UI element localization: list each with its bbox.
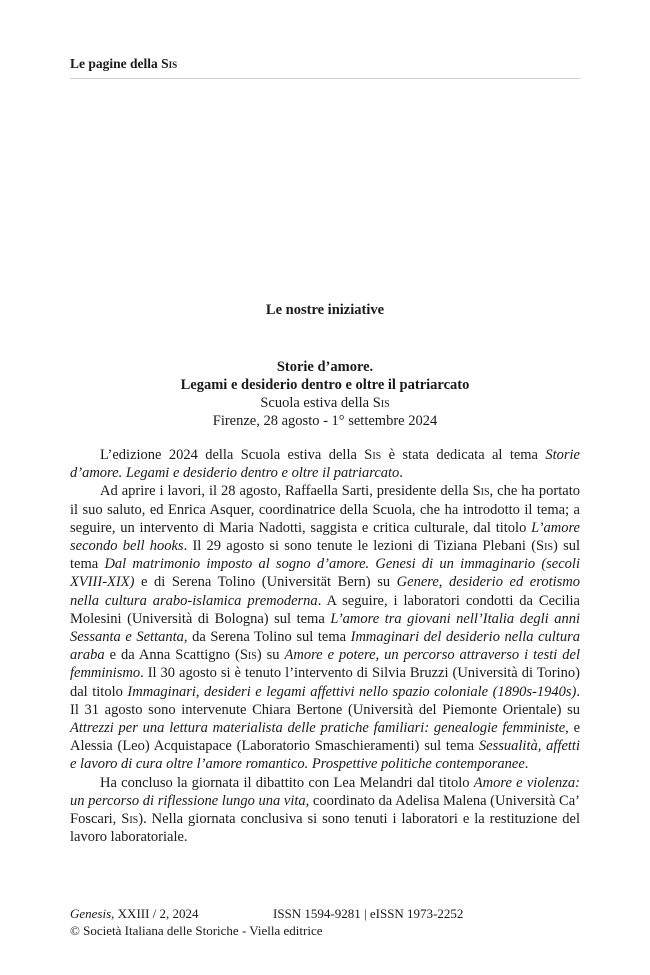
event-place-date: Firenze, 28 agosto - 1° settembre 2024 [212, 413, 438, 429]
small-caps-run: Sis [364, 447, 382, 463]
italic-run: L’amore secondo bell hooks [70, 519, 580, 555]
event-title-block [70, 358, 580, 430]
text-run: è stata dedicata al tema [381, 447, 546, 463]
text-run: . Il 31 agosto sono intervenute Chiara Bertone (Università del Piemonte Orientale) su [70, 683, 580, 718]
small-caps-run: Sis [121, 811, 139, 828]
text-run: . Il 30 agosto si è tenuto l’intervento di Silvia Bruzzi (Università di Torino) dal titolo [70, 665, 580, 700]
article-body [70, 446, 580, 846]
italic-run: Amore e violenza: un percorso di riflessione lungo una vita [70, 774, 580, 809]
italic-run: Attrezzi per una lettura materialista delle pratiche familiari: genealogie femministe [70, 720, 566, 737]
italic-run: L’amore tra giovani nell’Italia degli anni Sessanta e Settanta [70, 610, 580, 646]
italic-run: Storie d’amore. Legami e desiderio dentro e oltre il patriarcato [70, 447, 580, 482]
paragraph-2 [70, 482, 580, 773]
text-run: . [399, 465, 403, 482]
small-caps-run: Sis [239, 647, 257, 664]
text-run: , coordinato da Adelisa Malena (Università Ca’ Foscari, [70, 792, 580, 828]
section-title: Le nostre iniziative [265, 302, 385, 318]
text-run: e da Anna Scattigno ( [104, 647, 240, 664]
text-run: , e Alessia (Leo) Acquistapace (Laboratorio Smaschieramenti) sul tema [70, 720, 580, 755]
paragraph-1 [70, 446, 580, 482]
footer-row-journal [70, 905, 580, 922]
text-run: ) su [256, 647, 285, 664]
text-run: e di Serena Tolino (Universität Bern) su [134, 574, 397, 591]
footer-journal-name: Genesis [70, 906, 112, 921]
event-title-line2: Legami e desiderio dentro e oltre il patriarcato [180, 377, 470, 393]
running-header [70, 56, 580, 79]
event-title-line1: Storie d’amore. [276, 359, 374, 375]
event-subtitle-text: Scuola estiva della [260, 395, 373, 411]
text-run: L’edizione 2024 della Scuola estiva della [100, 447, 365, 463]
italic-run: Immaginari del desiderio nella cultura araba [70, 629, 580, 664]
text-run: ). Nella giornata conclusiva si sono tenuti i laboratori e la restituzione del lavoro laboratoriale. [70, 811, 580, 846]
page-footer [70, 905, 580, 939]
running-header-text: Le pagine della [70, 56, 162, 71]
text-run: , che ha portato il suo saluto, ed Enrica Asquer, coordinatrice della Scuola, che ha introdotto il tema; a seguire, un intervento di Maria Nadotti, saggista e critica culturale, dal titolo [70, 483, 580, 536]
italic-run: Sessualità, affetti e lavoro di cura oltre l’amore romantico. Prospettive politiche contemporanee [70, 738, 580, 773]
footer-issue: , XXIII / 2, 2024 [111, 906, 199, 921]
text-run: Ad aprire i lavori, il 28 agosto, Raffaella Sarti, presidente della [100, 483, 473, 500]
text-run: Ha concluso la giornata il dibattito con Lea Melandri dal titolo [100, 774, 474, 791]
footer-issn: ISSN 1594-9281 | eISSN 1973-2252 [273, 906, 464, 921]
small-caps-run: Sis [536, 538, 554, 555]
small-caps-run: Sis [472, 483, 490, 500]
italic-run: Genere, desiderio ed erotismo nella cultura arabo-islamica premoderna [70, 574, 580, 609]
text-run: . Il 29 agosto si sono tenute le lezioni di Tiziana Plebani ( [183, 538, 537, 555]
text-run: . A seguire, i laboratori condotti da Cecilia Molesini (Università di Bologna) sul tema [70, 592, 580, 627]
running-header-sis: Sis [161, 56, 178, 71]
event-subtitle-sis: Sis [372, 395, 390, 411]
italic-run: Amore e potere, un percorso attraverso i testi del femminismo [70, 647, 580, 682]
italic-run: Dal matrimonio imposto al sogno d’amore. Genesi di un immaginario (secoli XVIII-XIX) [70, 556, 580, 591]
footer-copyright: © Società Italiana delle Storiche - Viella editrice [70, 923, 323, 938]
text-run: ) sul tema [70, 538, 581, 573]
event-subtitle [70, 394, 580, 412]
text-run: . [524, 756, 529, 773]
paragraph-3 [70, 774, 580, 847]
text-run: , da Serena Tolino sul tema [183, 629, 351, 646]
italic-run: Immaginari, desideri e legami affettivi nello spazio coloniale (1890s-1940s) [127, 683, 577, 700]
